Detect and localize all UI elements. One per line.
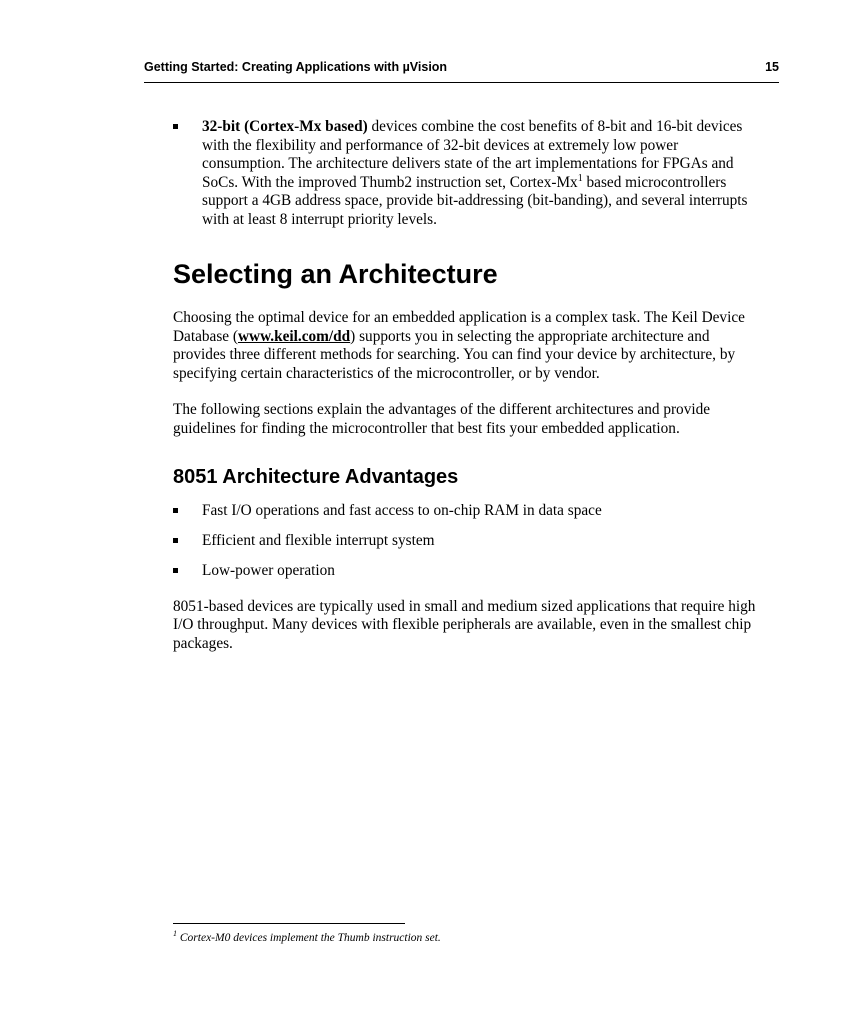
list-item (173, 532, 763, 551)
page-number: 15 (765, 60, 779, 74)
keil-database-link[interactable]: www.keil.com/dd (237, 327, 351, 345)
list-item-text: Low-power operation (202, 562, 335, 579)
footnote-number: 1 (173, 929, 177, 939)
section-paragraph-2: The following sections explain the advantages of the different architectures and provide guidelines for finding the microcontroller that best fits your embedded application. (173, 401, 711, 437)
para1-part1: Choosing the optimal device for an embedded application is a complex task. The Keil Device Database ( (173, 309, 745, 345)
para1-part2: ) supports you in selecting the appropriate architecture and provides three different methods for searching. You can find your device by architecture, by specifying certain characteristics of the microcontroller, or by vendor. (173, 327, 736, 382)
bullet-marker (173, 124, 178, 129)
list-item (173, 562, 763, 581)
header-title: Getting Started: Creating Applications with µVision (144, 60, 448, 74)
bullet-text-part1: devices combine the cost benefits of 8-bit and 16-bit devices with the flexibility and performance of 32-bit devices at extremely low power consumption. The architecture delivers state of the art implementations for FPGAs and SoCs. With the improved Thumb2 instruction set, Cortex-Mx (202, 118, 743, 191)
footnote (173, 929, 441, 944)
bullet-text-part2: based microcontrollers support a 4GB address space, provide bit-addressing (bit-banding), and several interrupts with at least 8 interrupt priority levels. (202, 173, 748, 228)
subsection-heading: 8051 Architecture Advantages (173, 466, 459, 488)
running-header (144, 58, 779, 83)
bullet-marker (173, 508, 178, 513)
list-item (173, 502, 763, 521)
footnote-divider (173, 923, 405, 924)
bullet-bold-lead: 32-bit (Cortex-Mx based) (202, 118, 368, 135)
list-item-text: Fast I/O operations and fast access to on-chip RAM in data space (202, 502, 602, 519)
intro-bullet (173, 118, 757, 229)
list-item-text: Efficient and flexible interrupt system (202, 532, 435, 549)
section-paragraph-1 (173, 309, 763, 383)
bullet-marker (173, 538, 178, 543)
bullet-marker (173, 568, 178, 573)
footnote-text: Cortex-M0 devices implement the Thumb instruction set. (177, 932, 441, 944)
section-heading: Selecting an Architecture (173, 259, 498, 289)
page-body (173, 118, 763, 653)
subsection-paragraph: 8051-based devices are typically used in small and medium sized applications that require high I/O throughput. Many devices with flexible peripherals are available, even in the smallest chip packages. (173, 597, 756, 652)
advantages-list (173, 502, 763, 581)
footnote-ref: 1 (577, 172, 583, 184)
